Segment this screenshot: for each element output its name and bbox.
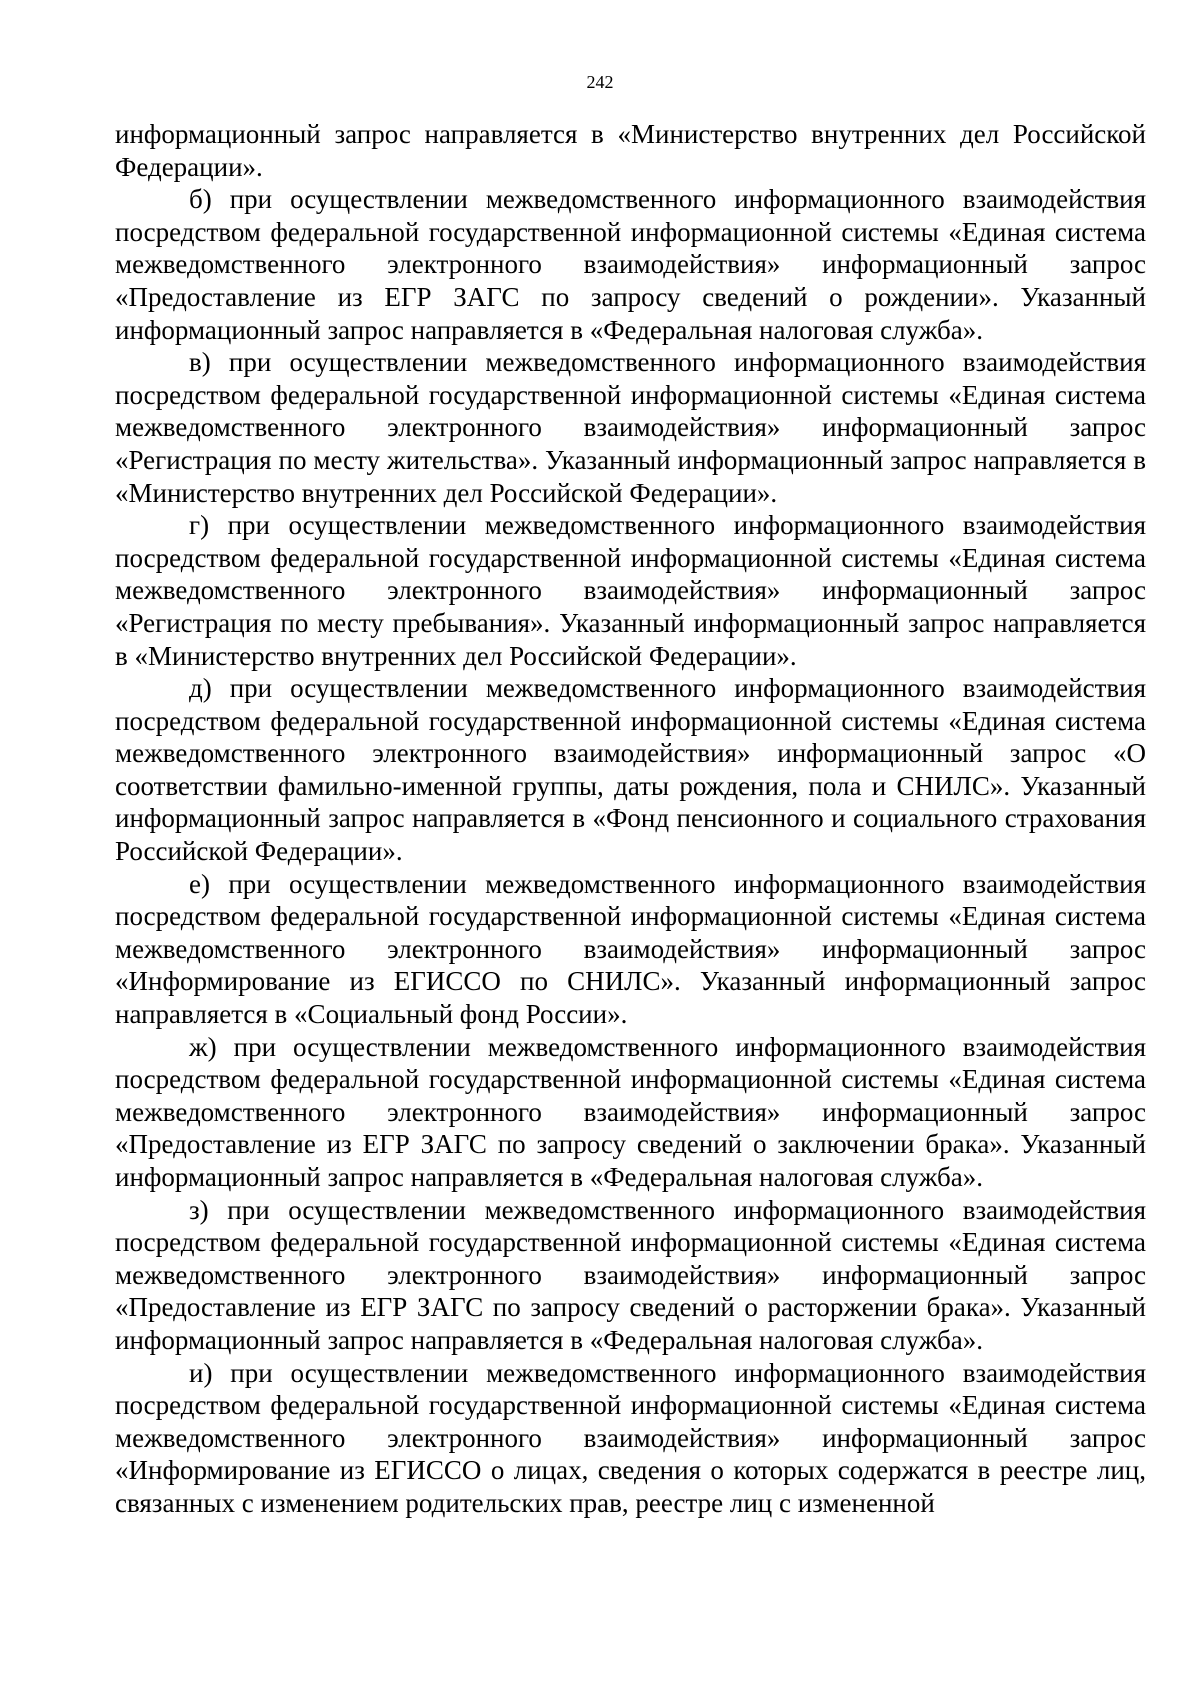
paragraph-item-g: г) при осуществлении межведомственного информационного взаимодействия посредством федеральной государственной информационной системы «Единая система межведомственного электронного взаимодействия» информационный запрос «Регистрация по месту пребывания». Указанный информационный запрос направляется в «Министерство внутренних дел Российской Федерации». [115, 510, 1146, 671]
document-body [115, 118, 1146, 1520]
paragraph-item-b: б) при осуществлении межведомственного информационного взаимодействия посредством федеральной государственной информационной системы «Единая система межведомственного электронного взаимодействия» информационный запрос «Предоставление из ЕГР ЗАГС по запросу сведений о рождении». Указанный информационный запрос направляется в «Федеральная налоговая служба». [115, 184, 1146, 345]
paragraph-item-e: е) при осуществлении межведомственного информационного взаимодействия посредством федеральной государственной информационной системы «Единая система межведомственного электронного взаимодействия» информационный запрос «Информирование из ЕГИССО по СНИЛС». Указанный информационный запрос направляется в «Социальный фонд России». [115, 868, 1146, 1030]
paragraph-continuation: информационный запрос направляется в «Министерство внутренних дел Российской Федерации». [115, 119, 1146, 182]
paragraph-item-zh: ж) при осуществлении межведомственного информационного взаимодействия посредством федеральной государственной информационной системы «Единая система межведомственного электронного взаимодействия» информационный запрос «Предоставление из ЕГР ЗАГС по запросу сведений о заключении брака». Указанный информационный запрос направляется в «Федеральная налоговая служба». [115, 1031, 1146, 1192]
paragraph-item-d: д) при осуществлении межведомственного информационного взаимодействия посредством федеральной государственной информационной системы «Единая система межведомственного электронного взаимодействия» информационный запрос «О соответствии фамильно-именной группы, даты рождения, пола и СНИЛС». Указанный информационный запрос направляется в «Фонд пенсионного и социального страхования Российской Федерации». [115, 673, 1146, 867]
page-number: 242 [586, 72, 614, 92]
paragraph-item-i: и) при осуществлении межведомственного информационного взаимодействия посредством федеральной государственной информационной системы «Единая система межведомственного электронного взаимодействия» информационный запрос «Информирование из ЕГИССО о лицах, сведения о которых содержатся в реестре лиц, связанных с изменением родительских прав, реестре лиц с измененной [115, 1357, 1146, 1518]
paragraph-item-v: в) при осуществлении межведомственного информационного взаимодействия посредством федеральной государственной информационной системы «Единая система межведомственного электронного взаимодействия» информационный запрос «Регистрация по месту жительства». Указанный информационный запрос направляется в «Министерство внутренних дел Российской Федерации». [115, 347, 1146, 508]
paragraph-item-z: з) при осуществлении межведомственного информационного взаимодействия посредством федеральной государственной информационной системы «Единая система межведомственного электронного взаимодействия» информационный запрос «Предоставление из ЕГР ЗАГС по запросу сведений о расторжении брака». Указанный информационный запрос направляется в «Федеральная налоговая служба». [115, 1194, 1146, 1355]
